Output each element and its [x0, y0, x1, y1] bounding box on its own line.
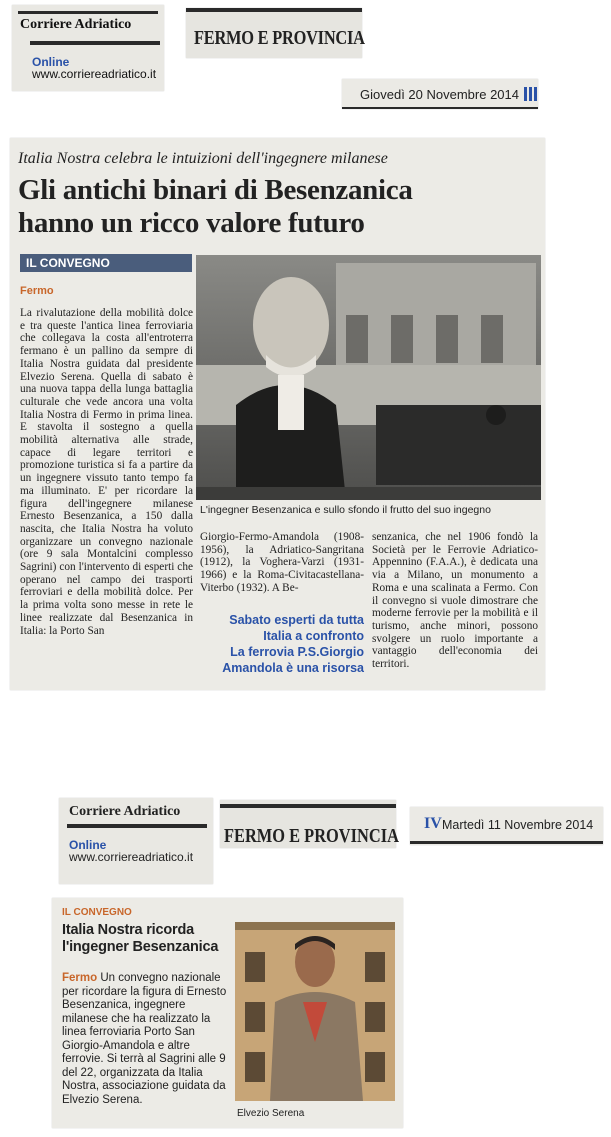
pull-quote-line: La ferrovia P.S.Giorgio — [230, 645, 364, 659]
website-url: www.corriereadriatico.it — [32, 67, 157, 81]
dateline-place: Fermo — [20, 285, 54, 297]
photo-caption: Elvezio Serena — [237, 1108, 305, 1119]
online-label: Online — [32, 55, 70, 69]
rubric-label: IL CONVEGNO — [62, 907, 132, 918]
page-marker — [534, 87, 537, 101]
dateline-place: Fermo — [62, 972, 98, 984]
section-heading-clipping-2 — [220, 800, 399, 848]
photo-caption: L'ingegner Besenzanica e sullo sfondo il frutto del suo ingegno — [200, 504, 491, 516]
elvezio-serena-photo — [235, 922, 395, 1101]
newspaper-logo: Corriere Adriatico — [20, 17, 132, 32]
rule — [342, 107, 538, 109]
rubric-label: IL CONVEGNO — [20, 254, 192, 272]
rule — [67, 824, 207, 828]
article-headline — [18, 174, 538, 240]
article-text: Un convegno nazionale per ricordare la figura di Ernesto Besenzanica, ingegnere milanese che ha realizzato la linea ferroviaria Porto San Giorgio-Amandola e altre ferrovie. Si terrà al Sagrini alle 9 del 22, organizzata da Italia Nostra, associazione guidata da Elvezio Serena. — [62, 972, 227, 1106]
article-column-3: senzanica, che nel 1906 fondò la Società per le Ferrovie Adriatico-Appennino (F.A.A.), è dedicata una via a Milano, un monumento a Roma e una scalinata a Fermo. Con il convegno si vuole dimostrare che moderne ferrovie per la mobilità e il turismo, anche minori, possono svolgere un ruolo importante a vantaggio dell'economia dei territori. — [372, 531, 538, 671]
rule — [30, 41, 160, 45]
article-headline — [62, 922, 242, 956]
article-kicker: Italia Nostra celebra le intuizioni dell'ingegnere milanese — [18, 150, 388, 167]
website-url: www.corriereadriatico.it — [69, 850, 194, 864]
section-title: FERMO E PROVINCIA — [194, 27, 365, 49]
page-marker — [529, 87, 532, 101]
pull-quote-line: Italia a confronto — [263, 629, 364, 643]
online-label: Online — [69, 838, 107, 852]
photo-illustration — [196, 255, 541, 500]
photo-illustration — [235, 922, 395, 1101]
headline-line-1: Gli antichi binari di Besenzanica — [18, 174, 413, 206]
article-clipping-2 — [52, 898, 403, 1128]
headline-line-2: l'ingegner Besenzanica — [62, 939, 219, 955]
masthead-clipping-1 — [12, 5, 164, 91]
pull-quote-line: Sabato esperti da tutta — [229, 613, 364, 627]
rule — [186, 8, 362, 12]
date-strip-clipping-1 — [342, 79, 538, 109]
section-heading-clipping-1 — [186, 8, 365, 58]
pull-quote — [200, 612, 364, 676]
article-column-2: Giorgio-Fermo-Amandola (1908-1956), la Adriatico-Sangritana (1912), la Voghera-Varzi (1931-1966) e la Roma-Civitacastellana-Viterbo (1932). A Be- — [200, 531, 364, 594]
headline-line-2: hanno un ricco valore futuro — [18, 207, 365, 239]
rule — [410, 841, 603, 844]
page-marker — [524, 87, 527, 101]
rule — [220, 804, 396, 808]
masthead-clipping-2 — [59, 798, 213, 884]
date-strip-clipping-2 — [410, 807, 603, 845]
article-body — [62, 972, 230, 1107]
issue-date: Giovedì 20 Novembre 2014 — [360, 87, 519, 102]
article-clipping-1 — [10, 138, 545, 690]
page-number: IV — [424, 815, 442, 832]
rule — [18, 11, 158, 14]
pull-quote-line: Amandola è una risorsa — [222, 661, 364, 675]
newspaper-logo: Corriere Adriatico — [69, 804, 181, 819]
section-title: FERMO E PROVINCIA — [224, 825, 399, 847]
issue-date: Martedì 11 Novembre 2014 — [442, 818, 594, 832]
besenzanica-portrait-photo — [196, 255, 541, 500]
headline-line-1: Italia Nostra ricorda — [62, 922, 194, 938]
article-column-1: La rivalutazione della mobilità dolce e tra queste l'antica linea ferroviaria che collegava la costa all'entroterra fermano è un pallino da sempre di Italia Nostra guidata dal presidente Elvezio Serena. Quella di sabato è una nuova tappa della lunga battaglia culturale che vede ancora una volta Italia Nostra di Fermo in prima linea. E stavolta il sostegno a quella mobilità alternativa alle strade, capace di legare territori e promozione turistica si fa a partire da un ingegnere vissuto tanto tempo fa ma illuminato. E' per ricordare la figura dell'ingegnere milanese Ernesto Besenzanica, a 150 dalla nascita, che Italia Nostra ha voluto organizzare un convegno nazionale (ore 9 sala Montalcini complesso Sagrini) con l'intervento di esperti che operano nel campo dei trasporti ferroviari e della mobilità dolce. Per la prima volta sono messe in rete le linee realizzate dal Besenzanica in Italia: la Porto San — [20, 307, 193, 637]
